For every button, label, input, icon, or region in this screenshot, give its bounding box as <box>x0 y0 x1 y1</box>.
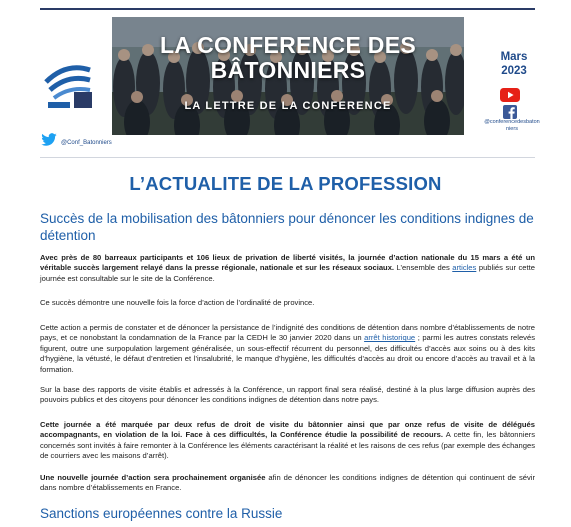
articles-link[interactable]: articles <box>452 263 477 273</box>
twitter-link[interactable] <box>40 133 112 147</box>
article-paragraph: Sur la base des rapports de visite établis et adressés à la Conférence, un rapport final sera réalisé, destiné à la plus large diffusion auprès des pouvoirs publics et des citoyens pour dénoncer les conditions indignes de détention dans notre pays. <box>40 385 535 405</box>
article-paragraph: Cette action a permis de constater et de dénoncer la persistance de l’indignité des conditions de détention dans nombre d’établissements de notre pays, et ce nonobstant la condamnation de la France par la CEDH le 30 janvier 2020 dans un arrêt historique ; parmi les autres constats relevés figurent, outre une surpopulation largement généralisée, un sous-effectif récurrent du personnel, des difficultés d’accès aux soins ou à des kits d’hygiène, la vétusté, le défaut d’entretien et l’insalubrité, le manque d’hygiène, les difficultés d’accès au droit ou encore d’accès au travail et à la formation. <box>40 323 535 374</box>
article-title: Succès de la mobilisation des bâtonniers pour dénoncer les conditions indignes de détention <box>40 211 534 243</box>
header-banner <box>112 17 464 135</box>
historic-ruling-link[interactable]: arrêt historique <box>364 333 416 343</box>
article-paragraph: Cette journée a été marquée par deux refus de droit de visite du bâtonnier ainsi que par onze refus de visite de délégués accompagnants, en violation de la loi. Face à ces difficultés, la Conférence étudie la possibilité de recours. A cette fin, les bâtonniers concernés sont invités à faire remonter à la Conférence les éléments caractérisant la réalité et les raisons de ces refus (par exemple des échanges de courriers avec les maisons d’arrêt). <box>40 420 535 461</box>
twitter-handle: @Conf_Batonniers <box>61 140 112 146</box>
twitter-icon <box>40 133 58 147</box>
youtube-icon <box>500 88 520 102</box>
issue-date: Mars 2023 <box>500 51 528 77</box>
top-rule <box>40 8 535 10</box>
conference-logo <box>40 52 102 112</box>
section-title: L’ACTUALITE DE LA PROFESSION <box>129 173 442 194</box>
banner-subtitle: LA LETTRE DE LA CONFERENCE <box>184 100 392 112</box>
article-title: Sanctions européennes contre la Russie <box>40 506 283 521</box>
article-paragraph: Avec près de 80 barreaux participants et 106 lieux de privation de liberté visités, la journée d’action nationale du 15 mars a été un véritable succès largement relayé dans la presse régionale, nationale et sur les réseaux sociaux. L’ensemble des articles publiés sur cette journée est consultable sur le site de la Conférence. <box>40 253 535 283</box>
facebook-handle: @conferencedesbaton niers <box>484 119 540 132</box>
article-paragraph: Ce succès démontre une nouvelle fois la force d’action de l’ordinalité de province. <box>40 298 315 307</box>
header-divider <box>40 157 535 158</box>
article-paragraph: Une nouvelle journée d’action sera prochainement organisée afin de dénoncer les conditions indignes de détention qui continuent de sévir dans nombre d’établissements en France. <box>40 473 535 493</box>
facebook-icon <box>503 105 517 119</box>
banner-title: LA CONFERENCE DES BÂTONNIERS <box>160 32 416 83</box>
